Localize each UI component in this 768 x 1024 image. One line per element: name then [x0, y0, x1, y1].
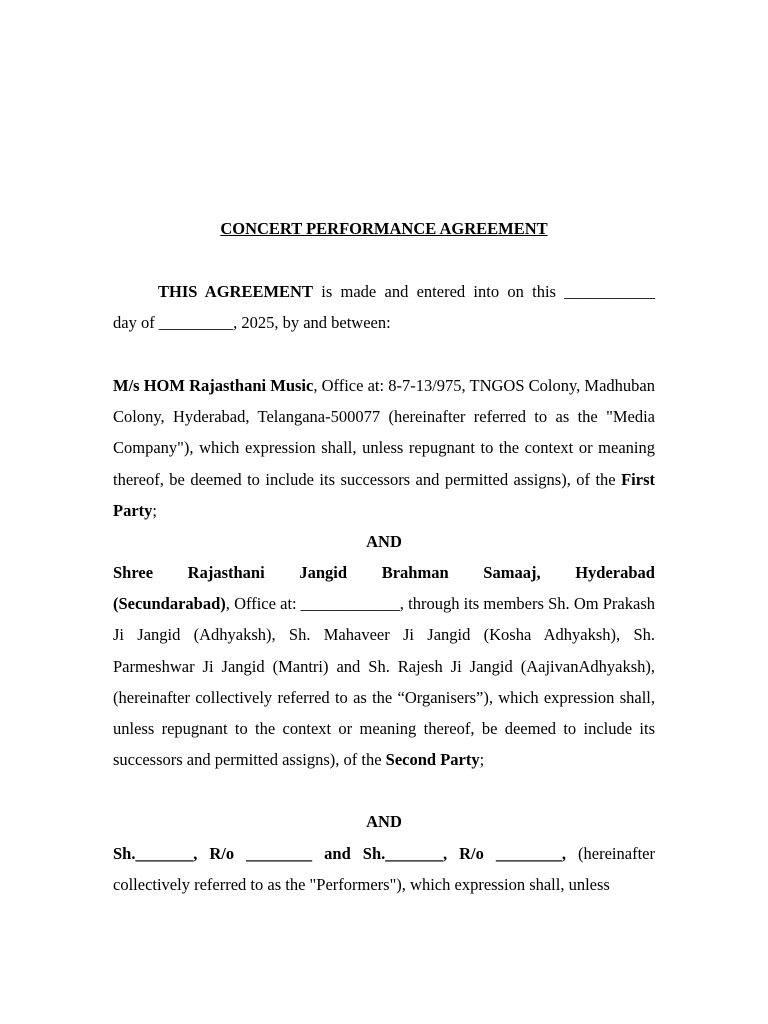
performers-text: (hereinafter collectively referred to as the "Performers"), which expression shall, unless: [113, 844, 655, 895]
second-party-role: Second Party: [385, 750, 480, 770]
performers-paragraph: [113, 838, 655, 900]
second-party-paragraph: [113, 557, 655, 775]
first-party-paragraph: [113, 370, 655, 526]
document-title: CONCERT PERFORMANCE AGREEMENT: [220, 219, 548, 238]
second-party-body: [113, 588, 655, 775]
and-separator-2: [113, 806, 655, 837]
second-party-end: ;: [479, 750, 485, 770]
intro-lead: THIS AGREEMENT: [158, 282, 313, 301]
and-separator-2-text: AND: [366, 812, 402, 831]
first-party-end: ;: [152, 500, 157, 520]
first-party-role: First Party: [113, 469, 655, 520]
first-party-text: , Office at: 8-7-13/975, TNGOS Colony, Madhuban Colony, Hyderabad, Telangana-500077 (hereinafter referred to as the "Media Company"), which expression shall, unless repugnant to the context or meaning thereof, be deemed to include its successors and permitted assigns), of the: [113, 376, 655, 489]
intro-paragraph: [113, 276, 655, 338]
intro-line-1-text: is made and entered into on this ___________: [312, 282, 655, 301]
second-party-name-line-1: [113, 557, 655, 588]
and-separator-1: [113, 526, 655, 557]
second-party-name-cont: (Secundarabad): [113, 594, 226, 614]
intro-line-2: day of _________, 2025, by and between:: [113, 313, 391, 333]
performers-names: Sh._______, R/o ________ and Sh._______, R/o ________,: [113, 844, 567, 863]
second-party-text: , Office at: ____________, through its members Sh. Om Prakash Ji Jangid (Adhyaksh), Sh. Mahaveer Ji Jangid (Kosha Adhyaksh), Sh. Parmeshwar Ji Jangid (Mantri) and Sh. Rajesh Ji Jangid (AajivanAdhyaksh), (hereinafter collectively referred to as the “Organisers”), which expression shall, unless repugnant to the context or meaning thereof, be deemed to include its successors and permitted assigns), of the: [113, 594, 655, 770]
and-separator-1-text: AND: [366, 532, 402, 551]
intro-line-1: [113, 276, 655, 307]
first-party-name: M/s HOM Rajasthani Music: [113, 376, 314, 395]
second-party-name: Shree Rajasthani Jangid Brahman Samaaj, Hyderabad: [113, 563, 655, 582]
